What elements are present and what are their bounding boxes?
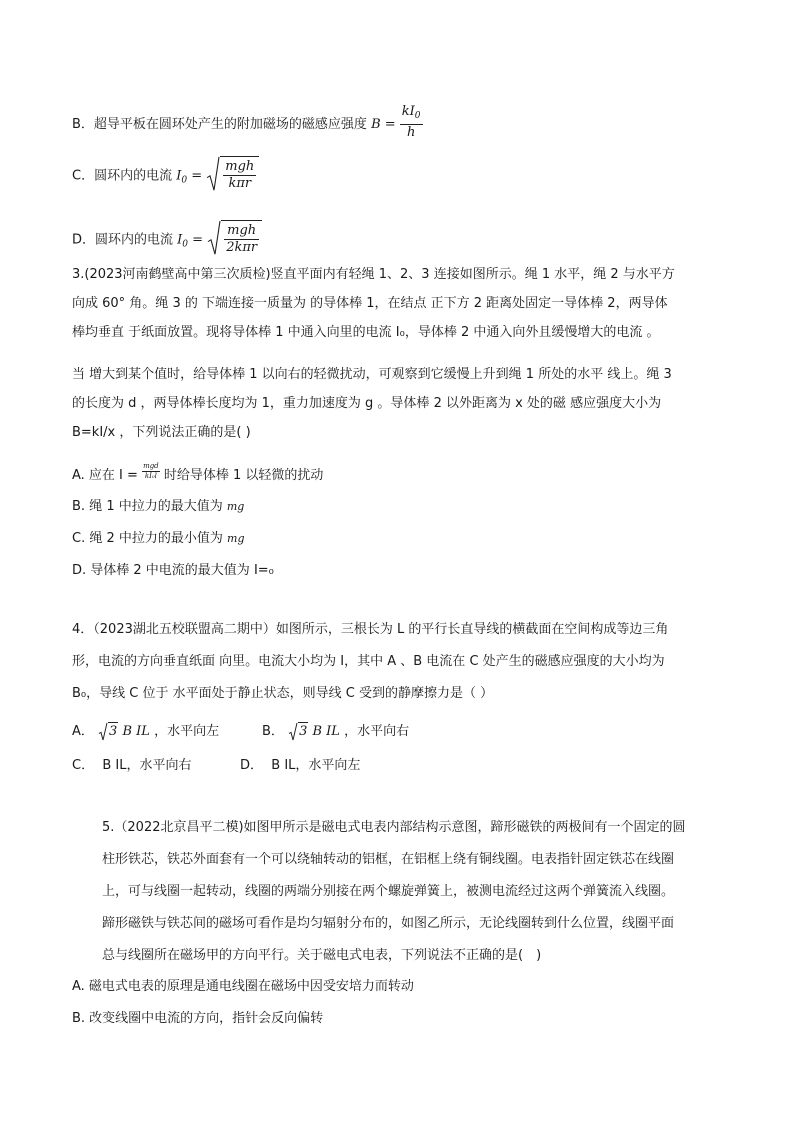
q3-stem-line: 向成 60° 角。绳 3 的 下端连接一质量为 的导体棒 1，在结点 正下方 2 距离处固定一导体棒 2，两导体 [72, 296, 668, 311]
q2-option-c [72, 158, 259, 194]
q2-option-d-text: D．圆环内的电流 [72, 232, 174, 248]
q4-option-d: D． B IL，水平向左 [240, 758, 361, 773]
q2-option-c-lhs: I [176, 168, 182, 184]
radical-sign-icon [98, 722, 108, 741]
q3-option-b-pre: B. 绳 1 中拉力的最大值为 [72, 499, 223, 514]
q2-option-c-eq: = [191, 168, 203, 184]
q2-option-b [72, 106, 423, 143]
q5-option-a: A. 磁电式电表的原理是通电线圈在磁场中因受安培力而转动 [72, 979, 414, 994]
q4-option-a-math: B IL [122, 724, 150, 739]
q4-option-b-sqrt-value: 3 [299, 724, 308, 739]
q2-option-d-eq: = [192, 232, 204, 248]
q5-option-b: B. 改变线圈中电流的方向，指针会反向偏转 [72, 1011, 324, 1026]
q3-stem-line: 当 增大到某个值时，给导体棒 1 以向右的轻微扰动，可观察到它缓慢上升到绳 1 所处的水平 线上。绳 3 [72, 367, 672, 382]
q2-option-d-lhs-sub: 0 [182, 239, 189, 250]
q4-option-b-sqrt [288, 722, 308, 741]
q3-stem-line: 3.(2023河南鹤壁高中第三次质检)竖直平面内有轻绳 1、2、3 连接如图所示。绳 1 水平，绳 2 与水平方 [72, 267, 675, 282]
q5-stem-line: 上，可与线圈一起转动，线圈的两端分别接在两个螺旋弹簧上，被测电流经过这两个弹簧流入线圈。 [102, 884, 675, 899]
q2-option-d-sqrt [207, 220, 262, 256]
q2-option-c-sqrt [206, 156, 259, 192]
q3-stem-line: 的长度为 d ，两导体棒长度均为 1，重力加速度为 g 。导体棒 2 以外距离为 x 处的磁 感应强度大小为 [72, 396, 662, 411]
q4-option-c: C． B IL，水平向右 [72, 758, 192, 773]
q3-option-b-math: mg [226, 500, 245, 513]
q4-stem-line: 形，电流的方向垂直纸面 向里。电流大小均为 I，其中 A 、B 电流在 C 处产生的磁感应强度的大小均为 [72, 654, 665, 669]
q3-option-a-den: kI₀l [144, 472, 157, 480]
q2-option-d-den: 2kπr [226, 240, 258, 255]
q2-option-b-den: h [406, 125, 416, 140]
q2-option-c-num: mgh [225, 159, 255, 174]
q3-stem-line: 棒均垂直 于纸面放置。现将导体棒 1 中通入向里的电流 I₀，导体棒 2 中通入向外且缓慢增大的电流 。 [72, 325, 660, 340]
q5-stem-line: 5.（2022北京昌平二模)如图甲所示是磁电式电表内部结构示意图，蹄形磁铁的两极间有一个固定的圆 [102, 820, 686, 835]
q2-option-b-num-sub: 0 [414, 111, 421, 121]
q2-option-c-text: C．圆环内的电流 [72, 168, 173, 184]
q2-option-b-text: B．超导平板在圆环处产生的附加磁场的磁感应强度 [72, 117, 367, 132]
q2-option-b-lhs: B = [371, 117, 396, 132]
q3-option-c-pre: C. 绳 2 中拉力的最小值为 [72, 531, 223, 546]
q3-option-a-pre: A. 应在 I = [72, 468, 138, 483]
q4-stem-line: 4．（2023湖北五校联盟高二期中）如图所示，三根长为 L 的平行长直导线的横截面在空间构成等边三角 [72, 622, 669, 637]
q5-stem-line: 柱形铁芯，铁芯外面套有一个可以绕轴转动的铝框，在铝框上绕有铜线圈。电表指针固定铁芯在线圈 [102, 852, 675, 867]
q4-option-a-sqrt [98, 722, 118, 741]
q2-option-d-lhs: I [177, 232, 183, 248]
q4-option-a-pre: A． [72, 724, 94, 739]
q2-option-b-fraction [400, 104, 423, 141]
q4-option-a [72, 722, 219, 741]
q3-option-d: D. 导体棒 2 中电流的最大值为 I=₀ [72, 563, 274, 578]
radical-sign-icon [206, 156, 220, 192]
q4-option-a-post: ，水平向左 [154, 724, 220, 739]
q2-option-c-den: kπr [228, 176, 252, 191]
q4-option-b-pre: B． [262, 724, 284, 739]
q4-option-b-math: B IL [312, 724, 340, 739]
q3-option-b [72, 498, 244, 516]
q3-option-a-post: 时给导体棒 1 以轻微的扰动 [163, 468, 324, 483]
radical-sign-icon [288, 722, 298, 741]
q3-option-a-num: mgd [143, 462, 159, 470]
q4-option-a-sqrt-value: 3 [109, 724, 118, 739]
q2-option-c-lhs-sub: 0 [181, 175, 188, 186]
q5-stem-line: 蹄形磁铁与铁芯间的磁场可看作是均匀辐射分布的，如图乙所示，无论线圈转到什么位置，线圈平面 [102, 916, 675, 931]
q3-option-c [72, 530, 245, 548]
q4-option-b [262, 722, 409, 741]
q3-option-c-math: mg [227, 532, 245, 545]
q2-option-d [72, 222, 262, 258]
q2-option-b-num: kI [401, 104, 415, 119]
q2-option-d-num: mgh [224, 223, 259, 240]
q3-stem-line: B=kI/x ，下列说法正确的是( ) [72, 425, 251, 440]
q3-option-a-fraction [142, 462, 160, 481]
q5-stem-line: 总与线圈所在磁场甲的方向平行。关于磁电式电表，下列说法不正确的是( ) [102, 948, 542, 963]
q4-stem-line: B₀，导线 C 位于 水平面处于静止状态，则导线 C 受到的静摩擦力是（ ） [72, 686, 494, 701]
q4-option-b-post: ，水平向右 [344, 724, 410, 739]
q3-option-a [72, 462, 324, 485]
radical-sign-icon [207, 220, 221, 256]
